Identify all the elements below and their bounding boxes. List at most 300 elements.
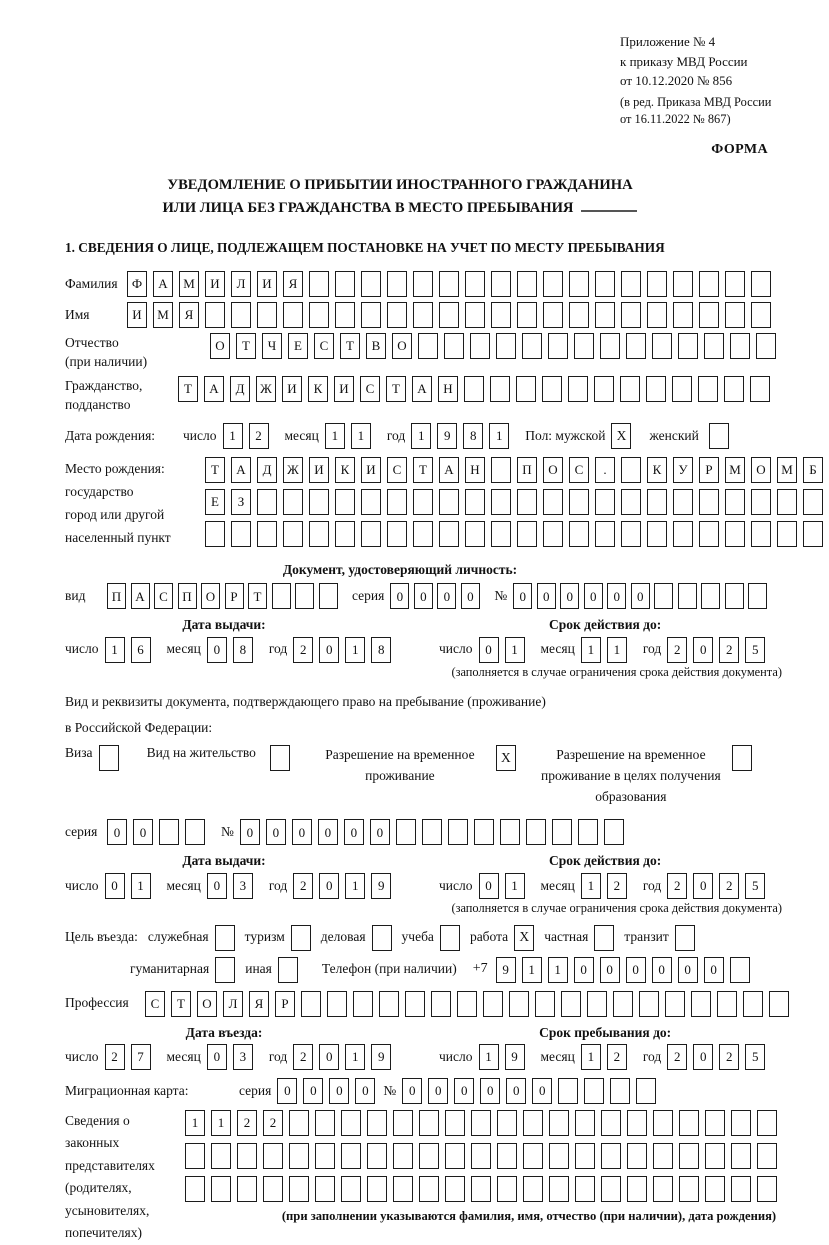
visa-checkbox[interactable] bbox=[99, 745, 119, 771]
char-cell[interactable] bbox=[413, 271, 433, 297]
char-cell[interactable] bbox=[497, 1176, 517, 1202]
char-cell[interactable]: 0 bbox=[693, 1044, 713, 1070]
char-cell[interactable]: 0 bbox=[207, 873, 227, 899]
char-cell[interactable]: 0 bbox=[133, 819, 153, 845]
char-cell[interactable] bbox=[490, 376, 510, 402]
char-cell[interactable] bbox=[471, 1143, 491, 1169]
char-cell[interactable]: Д bbox=[257, 457, 277, 483]
char-cell[interactable]: В bbox=[366, 333, 386, 359]
purpose-tourism-checkbox[interactable] bbox=[291, 925, 311, 951]
char-cell[interactable]: 0 bbox=[532, 1078, 552, 1104]
char-cell[interactable]: 6 bbox=[131, 637, 151, 663]
char-cell[interactable]: 0 bbox=[207, 1044, 227, 1070]
char-cell[interactable] bbox=[272, 583, 291, 609]
char-cell[interactable] bbox=[439, 302, 459, 328]
char-cell[interactable] bbox=[756, 333, 776, 359]
char-cell[interactable] bbox=[387, 271, 407, 297]
char-cell[interactable] bbox=[413, 302, 433, 328]
char-cell[interactable]: З bbox=[231, 489, 251, 515]
char-cell[interactable] bbox=[205, 521, 225, 547]
char-cell[interactable] bbox=[569, 521, 589, 547]
char-cell[interactable]: 2 bbox=[607, 1044, 627, 1070]
char-cell[interactable] bbox=[211, 1143, 231, 1169]
char-cell[interactable]: 2 bbox=[105, 1044, 125, 1070]
char-cell[interactable] bbox=[211, 1176, 231, 1202]
char-cell[interactable]: 2 bbox=[249, 423, 269, 449]
char-cell[interactable] bbox=[315, 1110, 335, 1136]
char-cell[interactable]: 3 bbox=[233, 1044, 253, 1070]
char-cell[interactable]: 1 bbox=[185, 1110, 205, 1136]
char-cell[interactable]: 2 bbox=[237, 1110, 257, 1136]
char-cell[interactable]: А bbox=[131, 583, 150, 609]
char-cell[interactable] bbox=[379, 991, 399, 1017]
sex-male-checkbox[interactable]: X bbox=[611, 423, 631, 449]
char-cell[interactable]: С bbox=[145, 991, 165, 1017]
char-cell[interactable] bbox=[309, 271, 329, 297]
char-cell[interactable] bbox=[470, 333, 490, 359]
char-cell[interactable]: 1 bbox=[479, 1044, 499, 1070]
char-cell[interactable]: Р bbox=[225, 583, 244, 609]
char-cell[interactable] bbox=[705, 1176, 725, 1202]
char-cell[interactable] bbox=[509, 991, 529, 1017]
char-cell[interactable] bbox=[558, 1078, 578, 1104]
char-cell[interactable] bbox=[621, 489, 641, 515]
char-cell[interactable]: 0 bbox=[240, 819, 260, 845]
char-cell[interactable] bbox=[627, 1110, 647, 1136]
char-cell[interactable] bbox=[569, 302, 589, 328]
char-cell[interactable] bbox=[627, 1143, 647, 1169]
char-cell[interactable] bbox=[491, 521, 511, 547]
char-cell[interactable]: 1 bbox=[505, 873, 525, 899]
char-cell[interactable]: Т bbox=[340, 333, 360, 359]
char-cell[interactable] bbox=[315, 1143, 335, 1169]
char-cell[interactable]: О bbox=[392, 333, 412, 359]
char-cell[interactable] bbox=[393, 1176, 413, 1202]
char-cell[interactable] bbox=[439, 521, 459, 547]
char-cell[interactable]: 9 bbox=[371, 1044, 391, 1070]
char-cell[interactable]: И bbox=[205, 271, 225, 297]
char-cell[interactable]: 0 bbox=[693, 873, 713, 899]
char-cell[interactable]: 8 bbox=[233, 637, 253, 663]
char-cell[interactable]: 0 bbox=[105, 873, 125, 899]
char-cell[interactable]: М bbox=[725, 457, 745, 483]
char-cell[interactable]: 0 bbox=[560, 583, 579, 609]
char-cell[interactable] bbox=[621, 271, 641, 297]
purpose-business-checkbox[interactable] bbox=[372, 925, 392, 951]
char-cell[interactable] bbox=[361, 302, 381, 328]
char-cell[interactable] bbox=[367, 1176, 387, 1202]
char-cell[interactable] bbox=[731, 1143, 751, 1169]
char-cell[interactable]: 9 bbox=[437, 423, 457, 449]
char-cell[interactable]: К bbox=[335, 457, 355, 483]
char-cell[interactable] bbox=[594, 376, 614, 402]
purpose-work-checkbox[interactable]: X bbox=[514, 925, 534, 951]
char-cell[interactable] bbox=[335, 271, 355, 297]
char-cell[interactable] bbox=[699, 489, 719, 515]
char-cell[interactable]: Я bbox=[179, 302, 199, 328]
char-cell[interactable] bbox=[636, 1078, 656, 1104]
char-cell[interactable] bbox=[653, 1143, 673, 1169]
char-cell[interactable] bbox=[569, 271, 589, 297]
char-cell[interactable] bbox=[439, 271, 459, 297]
char-cell[interactable]: А bbox=[439, 457, 459, 483]
char-cell[interactable]: Е bbox=[288, 333, 308, 359]
char-cell[interactable]: И bbox=[257, 271, 277, 297]
char-cell[interactable] bbox=[465, 489, 485, 515]
char-cell[interactable] bbox=[549, 1176, 569, 1202]
char-cell[interactable] bbox=[725, 489, 745, 515]
char-cell[interactable] bbox=[613, 991, 633, 1017]
char-cell[interactable] bbox=[639, 991, 659, 1017]
char-cell[interactable] bbox=[698, 376, 718, 402]
char-cell[interactable]: 0 bbox=[318, 819, 338, 845]
char-cell[interactable]: С bbox=[154, 583, 173, 609]
char-cell[interactable]: С bbox=[314, 333, 334, 359]
char-cell[interactable]: 1 bbox=[345, 873, 365, 899]
char-cell[interactable] bbox=[496, 333, 516, 359]
purpose-study-checkbox[interactable] bbox=[440, 925, 460, 951]
char-cell[interactable] bbox=[231, 521, 251, 547]
char-cell[interactable] bbox=[704, 333, 724, 359]
char-cell[interactable] bbox=[396, 819, 416, 845]
char-cell[interactable]: 0 bbox=[390, 583, 409, 609]
char-cell[interactable] bbox=[439, 489, 459, 515]
char-cell[interactable]: М bbox=[179, 271, 199, 297]
char-cell[interactable]: М bbox=[153, 302, 173, 328]
purpose-private-checkbox[interactable] bbox=[594, 925, 614, 951]
char-cell[interactable] bbox=[517, 302, 537, 328]
char-cell[interactable]: 0 bbox=[319, 1044, 339, 1070]
char-cell[interactable]: 0 bbox=[513, 583, 532, 609]
char-cell[interactable] bbox=[413, 521, 433, 547]
char-cell[interactable] bbox=[419, 1143, 439, 1169]
char-cell[interactable]: 1 bbox=[581, 637, 601, 663]
char-cell[interactable]: 0 bbox=[319, 873, 339, 899]
char-cell[interactable]: 1 bbox=[131, 873, 151, 899]
char-cell[interactable] bbox=[419, 1176, 439, 1202]
char-cell[interactable] bbox=[431, 991, 451, 1017]
char-cell[interactable]: Ж bbox=[256, 376, 276, 402]
char-cell[interactable] bbox=[699, 521, 719, 547]
char-cell[interactable] bbox=[652, 333, 672, 359]
char-cell[interactable] bbox=[309, 302, 329, 328]
char-cell[interactable] bbox=[679, 1143, 699, 1169]
char-cell[interactable]: 2 bbox=[719, 873, 739, 899]
char-cell[interactable]: И bbox=[127, 302, 147, 328]
char-cell[interactable]: Б bbox=[803, 457, 823, 483]
char-cell[interactable]: Р bbox=[699, 457, 719, 483]
char-cell[interactable]: 0 bbox=[344, 819, 364, 845]
char-cell[interactable] bbox=[319, 583, 338, 609]
char-cell[interactable] bbox=[621, 521, 641, 547]
char-cell[interactable] bbox=[289, 1143, 309, 1169]
char-cell[interactable] bbox=[301, 991, 321, 1017]
char-cell[interactable]: О bbox=[543, 457, 563, 483]
char-cell[interactable] bbox=[673, 271, 693, 297]
char-cell[interactable] bbox=[335, 302, 355, 328]
char-cell[interactable]: О bbox=[210, 333, 230, 359]
char-cell[interactable]: 1 bbox=[411, 423, 431, 449]
char-cell[interactable]: . bbox=[595, 457, 615, 483]
char-cell[interactable] bbox=[289, 1176, 309, 1202]
char-cell[interactable]: Е bbox=[205, 489, 225, 515]
char-cell[interactable] bbox=[725, 583, 744, 609]
char-cell[interactable] bbox=[517, 489, 537, 515]
char-cell[interactable]: 8 bbox=[371, 637, 391, 663]
char-cell[interactable] bbox=[185, 819, 205, 845]
char-cell[interactable] bbox=[444, 333, 464, 359]
char-cell[interactable] bbox=[257, 489, 277, 515]
char-cell[interactable] bbox=[751, 271, 771, 297]
char-cell[interactable] bbox=[595, 521, 615, 547]
char-cell[interactable] bbox=[231, 302, 251, 328]
char-cell[interactable]: 0 bbox=[292, 819, 312, 845]
char-cell[interactable] bbox=[448, 819, 468, 845]
char-cell[interactable] bbox=[535, 991, 555, 1017]
char-cell[interactable] bbox=[283, 521, 303, 547]
char-cell[interactable] bbox=[263, 1143, 283, 1169]
char-cell[interactable] bbox=[543, 489, 563, 515]
char-cell[interactable]: 1 bbox=[223, 423, 243, 449]
char-cell[interactable]: 2 bbox=[293, 1044, 313, 1070]
char-cell[interactable] bbox=[393, 1110, 413, 1136]
char-cell[interactable]: 9 bbox=[496, 957, 516, 983]
char-cell[interactable] bbox=[387, 489, 407, 515]
char-cell[interactable]: Т bbox=[236, 333, 256, 359]
char-cell[interactable] bbox=[724, 376, 744, 402]
char-cell[interactable] bbox=[777, 489, 797, 515]
char-cell[interactable]: 0 bbox=[626, 957, 646, 983]
char-cell[interactable]: Н bbox=[438, 376, 458, 402]
sex-female-checkbox[interactable] bbox=[709, 423, 729, 449]
purpose-official-checkbox[interactable] bbox=[215, 925, 235, 951]
char-cell[interactable] bbox=[604, 819, 624, 845]
char-cell[interactable] bbox=[647, 521, 667, 547]
char-cell[interactable]: 2 bbox=[607, 873, 627, 899]
char-cell[interactable]: 0 bbox=[461, 583, 480, 609]
char-cell[interactable]: 2 bbox=[719, 1044, 739, 1070]
char-cell[interactable] bbox=[673, 302, 693, 328]
char-cell[interactable] bbox=[600, 333, 620, 359]
char-cell[interactable]: 0 bbox=[506, 1078, 526, 1104]
char-cell[interactable] bbox=[500, 819, 520, 845]
char-cell[interactable]: П bbox=[517, 457, 537, 483]
char-cell[interactable] bbox=[543, 302, 563, 328]
char-cell[interactable] bbox=[205, 302, 225, 328]
char-cell[interactable] bbox=[679, 1176, 699, 1202]
char-cell[interactable] bbox=[725, 302, 745, 328]
char-cell[interactable]: Т bbox=[413, 457, 433, 483]
char-cell[interactable]: 0 bbox=[693, 637, 713, 663]
char-cell[interactable]: 0 bbox=[277, 1078, 297, 1104]
char-cell[interactable] bbox=[283, 489, 303, 515]
char-cell[interactable]: 1 bbox=[522, 957, 542, 983]
char-cell[interactable] bbox=[610, 1078, 630, 1104]
char-cell[interactable] bbox=[523, 1176, 543, 1202]
char-cell[interactable] bbox=[295, 583, 314, 609]
char-cell[interactable] bbox=[471, 1110, 491, 1136]
char-cell[interactable] bbox=[743, 991, 763, 1017]
char-cell[interactable] bbox=[327, 991, 347, 1017]
char-cell[interactable]: 0 bbox=[437, 583, 456, 609]
char-cell[interactable]: 1 bbox=[345, 1044, 365, 1070]
char-cell[interactable]: 2 bbox=[667, 637, 687, 663]
char-cell[interactable] bbox=[341, 1143, 361, 1169]
char-cell[interactable]: 0 bbox=[574, 957, 594, 983]
char-cell[interactable] bbox=[731, 1176, 751, 1202]
char-cell[interactable] bbox=[335, 521, 355, 547]
char-cell[interactable]: Д bbox=[230, 376, 250, 402]
char-cell[interactable] bbox=[568, 376, 588, 402]
char-cell[interactable] bbox=[522, 333, 542, 359]
char-cell[interactable] bbox=[491, 302, 511, 328]
char-cell[interactable] bbox=[627, 1176, 647, 1202]
purpose-humanitarian-checkbox[interactable] bbox=[215, 957, 235, 983]
char-cell[interactable]: К bbox=[647, 457, 667, 483]
char-cell[interactable] bbox=[653, 1110, 673, 1136]
char-cell[interactable] bbox=[678, 333, 698, 359]
char-cell[interactable] bbox=[757, 1143, 777, 1169]
char-cell[interactable]: 0 bbox=[319, 637, 339, 663]
purpose-transit-checkbox[interactable] bbox=[675, 925, 695, 951]
char-cell[interactable] bbox=[647, 271, 667, 297]
char-cell[interactable] bbox=[257, 302, 277, 328]
char-cell[interactable] bbox=[561, 991, 581, 1017]
char-cell[interactable] bbox=[465, 302, 485, 328]
char-cell[interactable]: 0 bbox=[454, 1078, 474, 1104]
char-cell[interactable] bbox=[803, 521, 823, 547]
char-cell[interactable]: 0 bbox=[652, 957, 672, 983]
char-cell[interactable]: И bbox=[309, 457, 329, 483]
char-cell[interactable]: И bbox=[361, 457, 381, 483]
char-cell[interactable]: 0 bbox=[479, 873, 499, 899]
char-cell[interactable] bbox=[595, 271, 615, 297]
char-cell[interactable] bbox=[497, 1110, 517, 1136]
char-cell[interactable] bbox=[517, 521, 537, 547]
char-cell[interactable] bbox=[159, 819, 179, 845]
char-cell[interactable]: 0 bbox=[428, 1078, 448, 1104]
char-cell[interactable] bbox=[491, 489, 511, 515]
char-cell[interactable] bbox=[673, 521, 693, 547]
char-cell[interactable] bbox=[672, 376, 692, 402]
char-cell[interactable]: 2 bbox=[667, 1044, 687, 1070]
char-cell[interactable]: 1 bbox=[105, 637, 125, 663]
char-cell[interactable]: 1 bbox=[351, 423, 371, 449]
char-cell[interactable] bbox=[445, 1176, 465, 1202]
char-cell[interactable] bbox=[750, 376, 770, 402]
char-cell[interactable] bbox=[335, 489, 355, 515]
char-cell[interactable] bbox=[673, 489, 693, 515]
char-cell[interactable] bbox=[315, 1176, 335, 1202]
char-cell[interactable] bbox=[574, 333, 594, 359]
char-cell[interactable] bbox=[647, 489, 667, 515]
temp-residence-edu-checkbox[interactable] bbox=[732, 745, 752, 771]
char-cell[interactable] bbox=[309, 521, 329, 547]
char-cell[interactable]: 1 bbox=[325, 423, 345, 449]
char-cell[interactable] bbox=[413, 489, 433, 515]
char-cell[interactable] bbox=[717, 991, 737, 1017]
char-cell[interactable]: Т bbox=[171, 991, 191, 1017]
char-cell[interactable] bbox=[620, 376, 640, 402]
char-cell[interactable]: 0 bbox=[107, 819, 127, 845]
char-cell[interactable] bbox=[309, 489, 329, 515]
char-cell[interactable]: К bbox=[308, 376, 328, 402]
char-cell[interactable]: 0 bbox=[631, 583, 650, 609]
char-cell[interactable]: 0 bbox=[402, 1078, 422, 1104]
char-cell[interactable]: 2 bbox=[667, 873, 687, 899]
char-cell[interactable] bbox=[549, 1143, 569, 1169]
char-cell[interactable] bbox=[283, 302, 303, 328]
char-cell[interactable] bbox=[725, 521, 745, 547]
char-cell[interactable] bbox=[387, 302, 407, 328]
char-cell[interactable] bbox=[575, 1176, 595, 1202]
char-cell[interactable]: Т bbox=[178, 376, 198, 402]
char-cell[interactable] bbox=[647, 302, 667, 328]
char-cell[interactable]: О bbox=[197, 991, 217, 1017]
char-cell[interactable] bbox=[548, 333, 568, 359]
char-cell[interactable] bbox=[601, 1110, 621, 1136]
char-cell[interactable]: 9 bbox=[505, 1044, 525, 1070]
char-cell[interactable]: С bbox=[360, 376, 380, 402]
char-cell[interactable]: И bbox=[282, 376, 302, 402]
char-cell[interactable] bbox=[405, 991, 425, 1017]
char-cell[interactable]: Ф bbox=[127, 271, 147, 297]
char-cell[interactable] bbox=[341, 1176, 361, 1202]
char-cell[interactable] bbox=[465, 521, 485, 547]
char-cell[interactable] bbox=[725, 271, 745, 297]
char-cell[interactable] bbox=[621, 457, 641, 483]
char-cell[interactable] bbox=[575, 1143, 595, 1169]
char-cell[interactable]: 0 bbox=[207, 637, 227, 663]
char-cell[interactable] bbox=[237, 1176, 257, 1202]
char-cell[interactable] bbox=[419, 1110, 439, 1136]
char-cell[interactable] bbox=[730, 957, 750, 983]
char-cell[interactable] bbox=[705, 1110, 725, 1136]
char-cell[interactable]: 1 bbox=[211, 1110, 231, 1136]
char-cell[interactable]: С bbox=[569, 457, 589, 483]
char-cell[interactable] bbox=[445, 1143, 465, 1169]
char-cell[interactable] bbox=[474, 819, 494, 845]
char-cell[interactable] bbox=[679, 1110, 699, 1136]
char-cell[interactable] bbox=[393, 1143, 413, 1169]
char-cell[interactable]: 0 bbox=[355, 1078, 375, 1104]
char-cell[interactable] bbox=[705, 1143, 725, 1169]
char-cell[interactable]: Т bbox=[386, 376, 406, 402]
char-cell[interactable] bbox=[699, 302, 719, 328]
char-cell[interactable]: 0 bbox=[584, 583, 603, 609]
char-cell[interactable] bbox=[471, 1176, 491, 1202]
char-cell[interactable] bbox=[575, 1110, 595, 1136]
char-cell[interactable]: 2 bbox=[293, 873, 313, 899]
char-cell[interactable]: Ж bbox=[283, 457, 303, 483]
char-cell[interactable] bbox=[418, 333, 438, 359]
char-cell[interactable] bbox=[523, 1110, 543, 1136]
char-cell[interactable]: 0 bbox=[370, 819, 390, 845]
char-cell[interactable]: 0 bbox=[479, 637, 499, 663]
char-cell[interactable] bbox=[237, 1143, 257, 1169]
char-cell[interactable] bbox=[387, 521, 407, 547]
char-cell[interactable]: П bbox=[107, 583, 126, 609]
char-cell[interactable] bbox=[353, 991, 373, 1017]
char-cell[interactable] bbox=[584, 1078, 604, 1104]
char-cell[interactable] bbox=[621, 302, 641, 328]
char-cell[interactable] bbox=[341, 1110, 361, 1136]
char-cell[interactable] bbox=[569, 489, 589, 515]
char-cell[interactable] bbox=[552, 819, 572, 845]
char-cell[interactable]: 1 bbox=[581, 1044, 601, 1070]
char-cell[interactable] bbox=[361, 489, 381, 515]
char-cell[interactable] bbox=[701, 583, 720, 609]
